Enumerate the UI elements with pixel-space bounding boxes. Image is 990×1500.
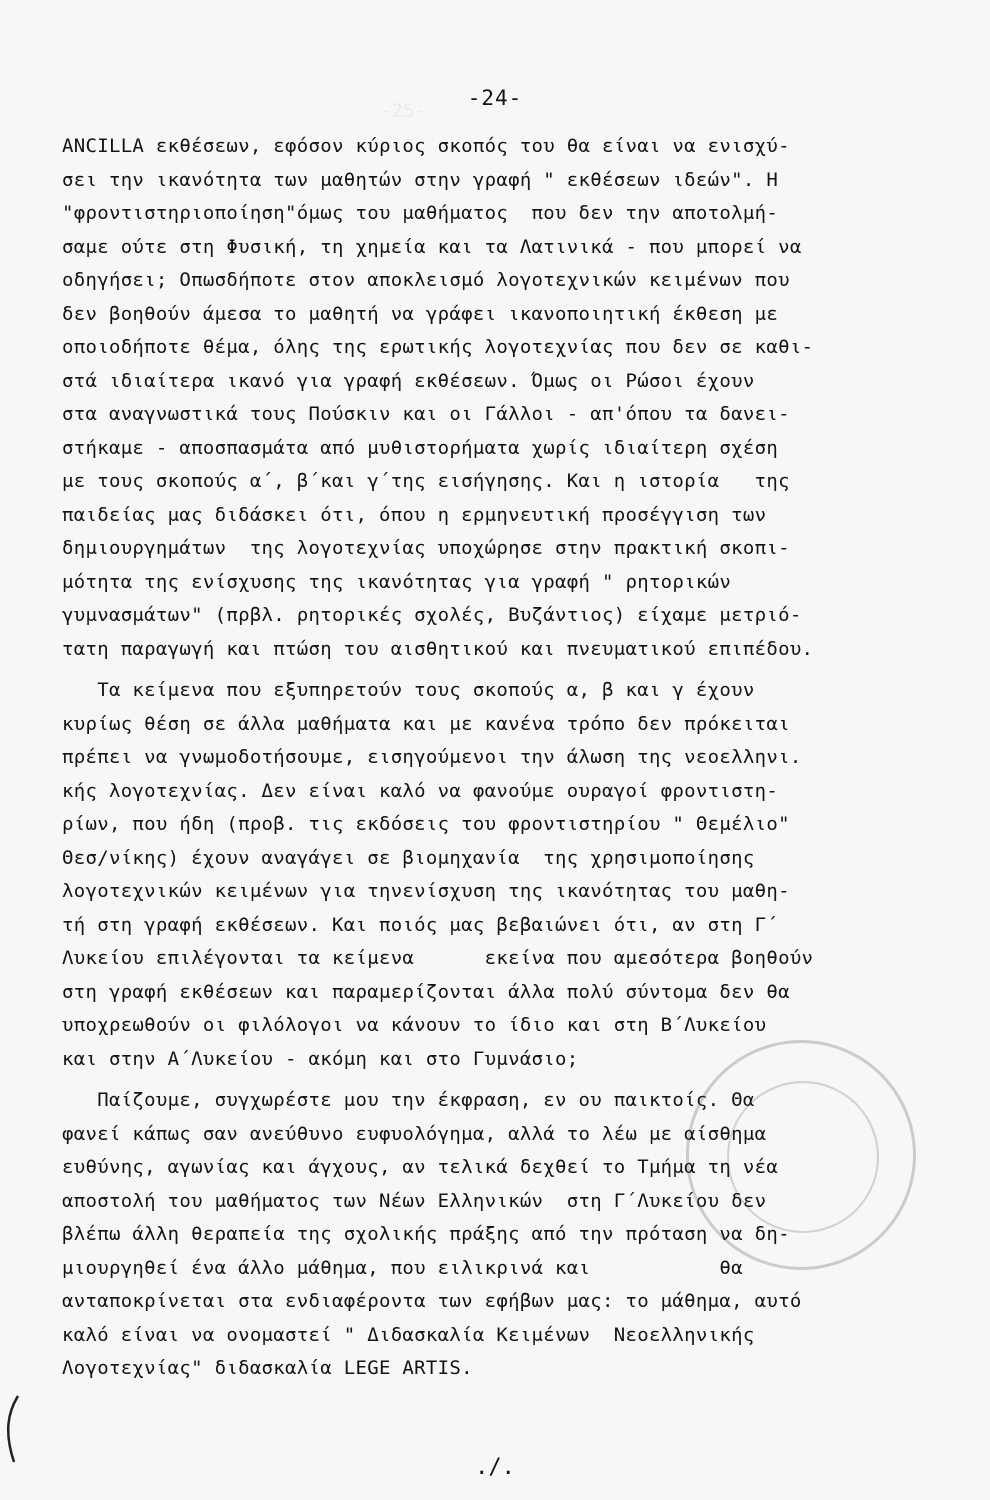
text-line: Τα κείμενα που εξυπηρετούν τους σκοπούς α, β και γ έχουν: [62, 679, 755, 701]
text-line: μιουργηθεί ένα άλλο μάθημα, που ειλικρινά και θα: [62, 1256, 743, 1279]
text-line: Παίζουμε, συγχωρέστε μου την έκφραση, εν ου παικτοίς. Θα: [62, 1089, 755, 1111]
text-line: στη γραφή εκθέσεων και παραμερίζονται άλλα πολύ σύντομα δεν θα: [62, 980, 790, 1003]
text-line: αποστολή του μαθήματος των Νέων Ελληνικών στη Γ΄Λυκείου δεν: [62, 1189, 767, 1212]
text-line: ρίων, που ήδη (προβ. τις εκδόσεις του φροντιστηρίου " Θεμέλιο": [62, 813, 790, 835]
text-line: καλό είναι να ονομαστεί " Διδασκαλία Κειμένων Νεοελληνικής: [62, 1323, 755, 1346]
text-line: οδηγήσει; Οπωσδήποτε στον αποκλεισμό λογοτεχνικών κειμένων που: [62, 269, 790, 291]
page-number: -24-: [467, 86, 523, 110]
text-line: ANCILLA εκθέσεων, εφόσον κύριος σκοπός του θα είναι να ενισχύ-: [62, 135, 790, 157]
text-line: ευθύνης, αγωνίας και άγχους, αν τελικά δεχθεί το Τμήμα τη νέα: [62, 1156, 779, 1178]
bleed-through-text: -25-: [380, 100, 426, 122]
text-line: δημιουργημάτων της λογοτεχνίας υποχώρησε στην πρακτική σκοπι-: [62, 537, 790, 559]
text-line: στα αναγνωστικά τους Πούσκιν και οι Γάλλοι - απ'όπου τα δανει-: [62, 403, 790, 425]
text-line: δεν βοηθούν άμεσα το μαθητή να γράφει ικανοποιητική έκθεση με: [62, 302, 779, 325]
text-line: στήκαμε - αποσπασμάτα από μυθιστορήματα χωρίς ιδιαίτερη σχέση: [62, 436, 779, 459]
text-line: κής λογοτεχνίας. Δεν είναι καλό να φανούμε ουραγοί φροντιστη-: [62, 779, 779, 802]
text-line: μότητα της ενίσχυσης της ικανότητας για γραφή " ρητορικών: [62, 570, 732, 593]
text-line: παιδείας μας διδάσκει ότι, όπου η ερμηνευτική προσέγγιση των: [62, 503, 767, 526]
library-stamp: [686, 1040, 916, 1270]
text-line: σαμε ούτε στη Φυσική, τη χημεία και τα Λατινικά - που μπορεί να: [62, 235, 802, 258]
paragraph-2: [62, 674, 942, 1076]
text-line: σει την ικανότητα των μαθητών στην γραφή " εκθέσεων ιδεών". Η: [62, 168, 779, 191]
text-line: φανεί κάπως σαν ανεύθυνο ευφυολόγημα, αλλά το λέω με αίσθημα: [62, 1122, 767, 1145]
text-line: τατη παραγωγή και πτώση του αισθητικού και πνευματικού επιπέδου.: [62, 637, 814, 660]
text-line: βλέπω άλλη θεραπεία της σχολικής πράξης από την πρόταση να δη-: [62, 1223, 790, 1245]
text-line: Θεσ/νίκης) έχουν αναγάγει σε βιομηχανία της χρησιμοποίησης: [62, 846, 755, 869]
text-line: και στην Α΄Λυκείου - ακόμη και στο Γυμνάσιο;: [62, 1047, 579, 1070]
text-line: γυμνασμάτων" (πρβλ. ρητορικές σχολές, Βυζάντιος) είχαμε μετριό-: [62, 604, 802, 626]
end-mark: ./.: [475, 1455, 515, 1480]
text-line: οποιοδήποτε θέμα, όλης της ερωτικής λογοτεχνίας που δεν σε καθι-: [62, 336, 814, 358]
text-line: Λογοτεχνίας" διδασκαλία LEGE ARTIS.: [62, 1357, 473, 1379]
text-line: κυρίως θέση σε άλλα μαθήματα και με κανένα τρόπο δεν πρόκειται: [62, 712, 790, 735]
text-line: υποχρεωθούν οι φιλόλογοι να κάνουν το ίδιο και στη Β΄Λυκείου: [62, 1014, 767, 1036]
paragraph-1: [62, 130, 942, 666]
text-line: πρέπει να γνωμοδοτήσουμε, εισηγούμενοι την άλωση της νεοελληνι.: [62, 746, 802, 768]
text-line: λογοτεχνικών κειμένων για τηνενίσχυση της ικανότητας του μαθη-: [62, 880, 790, 902]
text-line: τή στη γραφή εκθέσεων. Και ποιός μας βεβαιώνει ότι, αν στη Γ΄: [62, 913, 779, 936]
text-line: "φροντιστηριοποίηση"όμως του μαθήματος που δεν την αποτολμή-: [62, 202, 779, 224]
text-line: με τους σκοπούς α΄, β΄και γ΄της εισήγησης. Και η ιστορία της: [62, 470, 790, 492]
text-line: ανταποκρίνεται στα ενδιαφέροντα των εφήβων μας: το μάθημα, αυτό: [62, 1290, 802, 1312]
text-line: στά ιδιαίτερα ικανό για γραφή εκθέσεων. Όμως οι Ρώσοι έχουν: [62, 369, 755, 392]
text-line: Λυκείου επιλέγονται τα κείμενα εκείνα που αμεσότερα βοηθούν: [62, 947, 814, 969]
